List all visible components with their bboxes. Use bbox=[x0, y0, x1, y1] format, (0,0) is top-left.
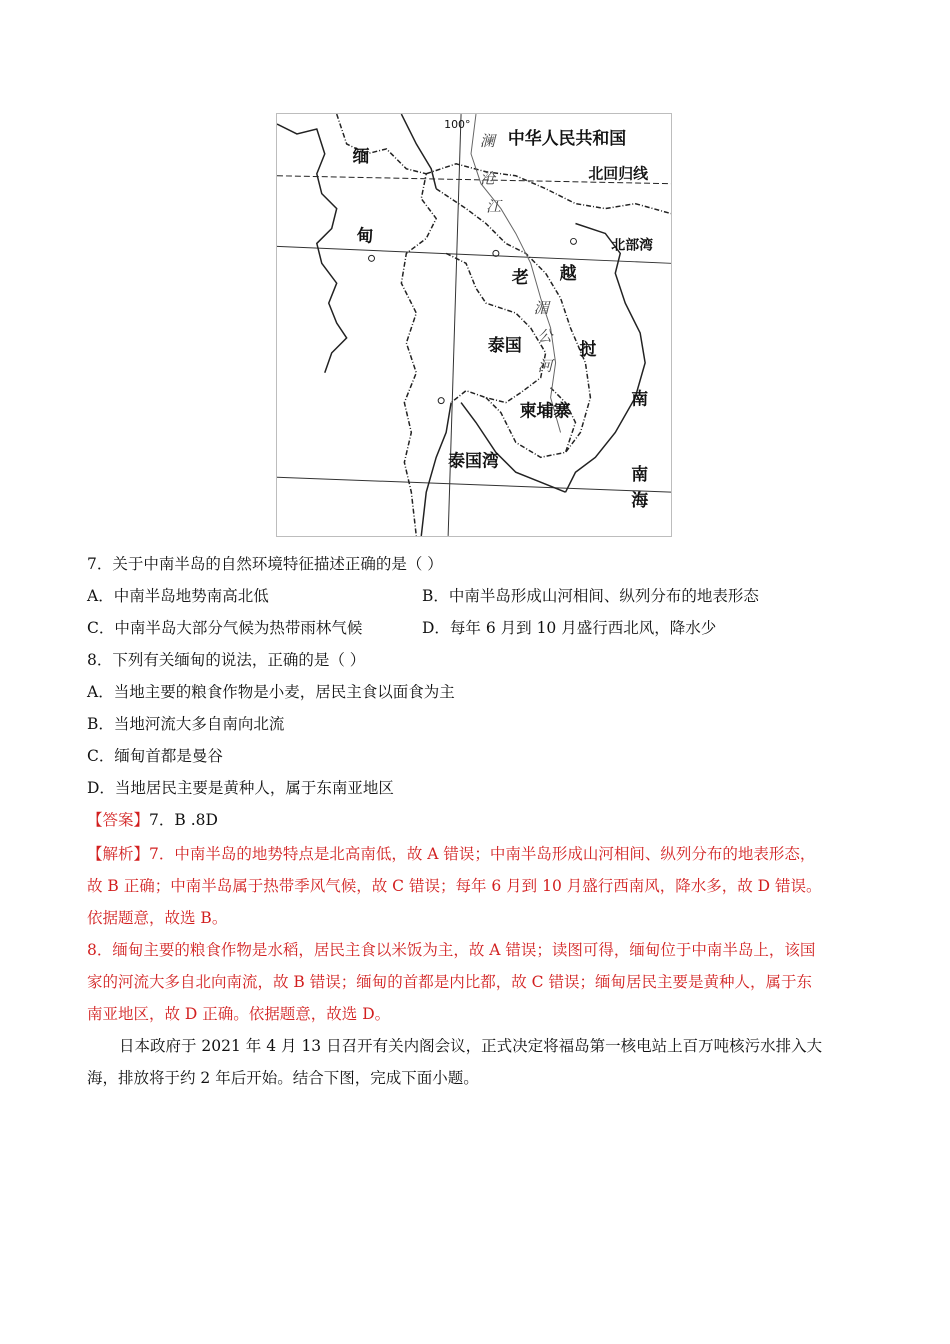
label-river-4: 湄 bbox=[533, 299, 549, 318]
label-river-2: 沧 bbox=[479, 169, 495, 188]
label-thailand: 泰国 bbox=[487, 334, 522, 355]
analysis-line-1 bbox=[87, 842, 815, 864]
q7-option-b: B．中南半岛形成山河相间、纵列分布的地表形态 bbox=[422, 587, 759, 605]
label-lao-2: 挝 bbox=[579, 338, 597, 359]
q8-option-d: D．当地居民主要是黄种人，属于东南亚地区 bbox=[87, 779, 394, 797]
label-china: 中华人民共和国 bbox=[507, 127, 627, 148]
q8-option-a: A．当地主要的粮食作物是小麦，居民主食以面食为主 bbox=[87, 683, 455, 701]
thailand-coast bbox=[421, 403, 451, 536]
thailand-laos-border bbox=[446, 253, 545, 402]
longitude-label: 100° bbox=[444, 118, 471, 131]
label-vietnam-1: 越 bbox=[559, 263, 577, 284]
q8-option-c: C．缅甸首都是曼谷 bbox=[87, 747, 223, 765]
q8-stem: 8．下列有关缅甸的说法，正确的是（ ） bbox=[87, 651, 366, 669]
label-south-sea-2: 海 bbox=[631, 490, 649, 511]
q7-option-c: C．中南半岛大部分气候为热带雨林气候 bbox=[87, 619, 363, 637]
cambodia-border bbox=[486, 388, 576, 458]
analysis-line-4: 8．缅甸主要的粮食作物是水稻，居民主食以米饭为主，故 A 错误；读图可得，缅甸位于中南半岛上，该国 bbox=[87, 941, 816, 959]
analysis-line-3: 依据题意，故选 B。 bbox=[87, 909, 228, 927]
capital-dot bbox=[369, 255, 375, 261]
longitude-line bbox=[448, 114, 461, 536]
map-svg bbox=[277, 114, 671, 536]
analysis-line-5: 家的河流大多自北向南流，故 B 错误；缅甸的首都是内比都，故 C 错误；缅甸居民主要是黄种人，属于东 bbox=[87, 973, 812, 991]
label-river-6: 河 bbox=[537, 356, 553, 375]
capital-dot bbox=[571, 238, 577, 244]
q7-option-d: D．每年 6 月到 10 月盛行西北风，降水少 bbox=[422, 619, 717, 637]
passage-line-1: 日本政府于 2021 年 4 月 13 日召开有关内阁会议，正式决定将福岛第一核电站上百万吨核污水排入大 bbox=[119, 1037, 823, 1055]
label-tropic: 北回归线 bbox=[588, 164, 649, 183]
analysis-text-1: 7．中南半岛的地势特点是北高南低，故 A 错误；中南半岛形成山河相间、纵列分布的地表形态， bbox=[149, 845, 816, 863]
analysis-tag: 【解析】 bbox=[87, 845, 150, 863]
vietnam-coast bbox=[566, 224, 649, 493]
capital-dot bbox=[438, 398, 444, 404]
label-myanmar-2: 甸 bbox=[356, 225, 374, 246]
analysis-line-6: 南亚地区，故 D 正确。依据题意，故选 D。 bbox=[87, 1005, 391, 1023]
label-myanmar-1: 缅 bbox=[352, 145, 370, 166]
label-river-1: 澜 bbox=[479, 131, 495, 150]
label-river-3: 江 bbox=[485, 197, 501, 216]
label-laos: 老 bbox=[511, 267, 529, 288]
indochina-map bbox=[276, 113, 672, 537]
q8-option-b: B．当地河流大多自南向北流 bbox=[87, 715, 285, 733]
latitude-line-south bbox=[277, 477, 671, 492]
passage-line-2: 海，排放将于约 2 年后开始。结合下图，完成下面小题。 bbox=[87, 1069, 479, 1087]
label-cambodia: 柬埔寨 bbox=[519, 400, 571, 421]
label-south-sea-1: 南 bbox=[631, 464, 649, 485]
label-gulf-tonkin: 北部湾 bbox=[611, 237, 654, 254]
china-myanmar-border bbox=[401, 114, 436, 189]
answer-text: 7．B .8D bbox=[149, 811, 218, 829]
label-vietnam-2: 南 bbox=[631, 388, 649, 409]
answer-line bbox=[87, 808, 218, 830]
label-river-5: 公 bbox=[537, 326, 553, 345]
answer-tag: 【答案】 bbox=[87, 811, 150, 829]
q7-option-a: A．中南半岛地势南高北低 bbox=[87, 587, 269, 605]
analysis-line-2: 故 B 正确；中南半岛属于热带季风气候，故 C 错误；每年 6 月到 10 月盛行西南风，降水多，故 D 错误。 bbox=[87, 877, 822, 895]
label-gulf-thailand: 泰国湾 bbox=[448, 450, 499, 471]
q7-stem: 7．关于中南半岛的自然环境特征描述正确的是（ ） bbox=[87, 555, 443, 573]
